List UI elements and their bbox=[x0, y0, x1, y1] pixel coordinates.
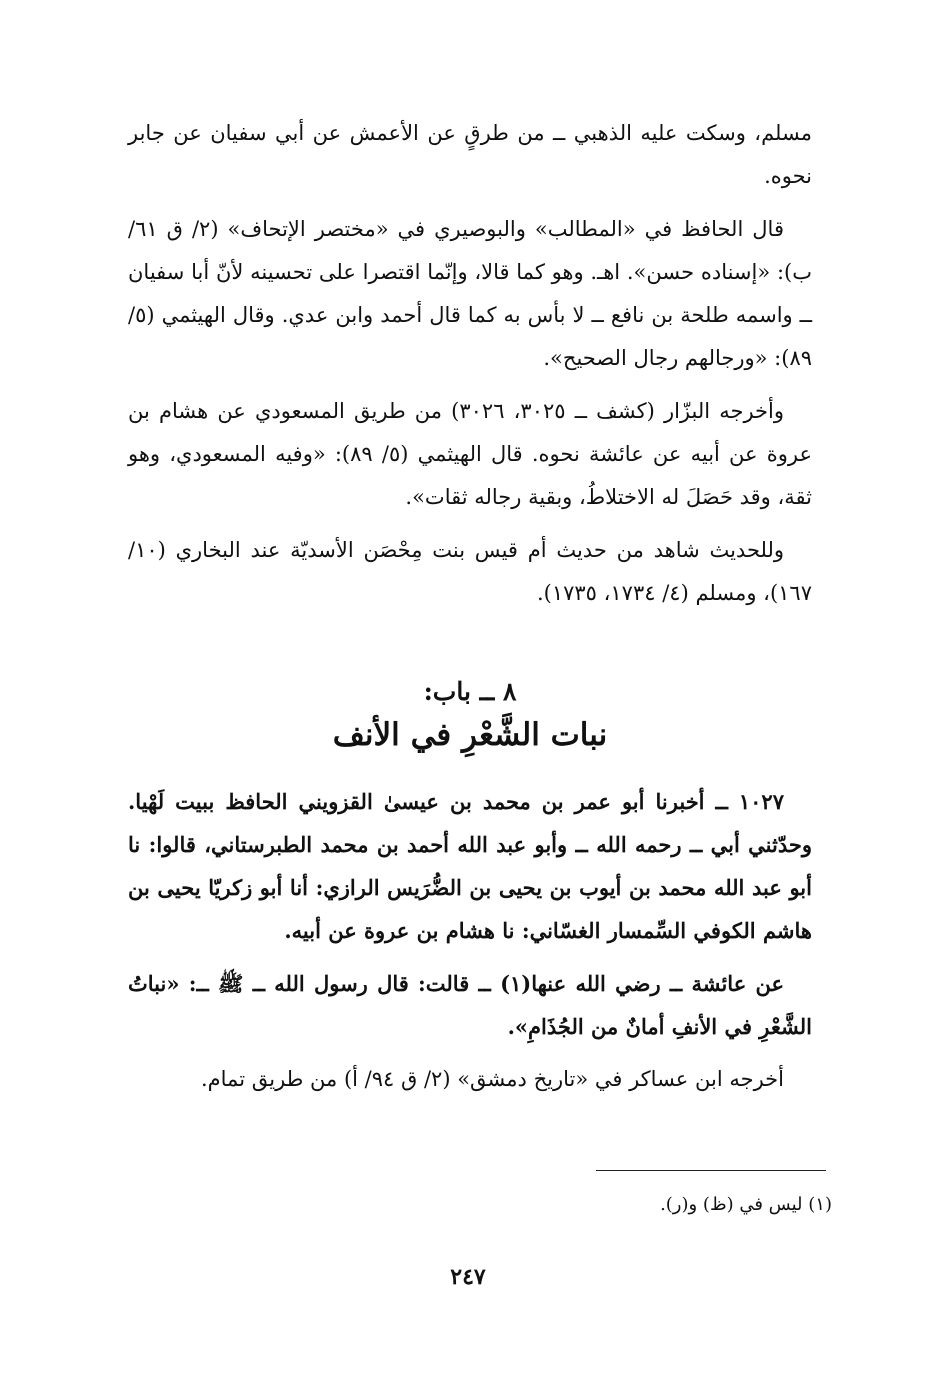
paragraph-hafiz-opinion: قال الحافظ في «المطالب» والبوصيري في «مختصر الإتحاف» (٢/ ق ٦١/ ب): «إسناده حسن». اهـ. وهو كما قالا، وإنّما اقتصرا على تحسينه لأنّ أبا سفيان ــ واسمه طلحة بن نافع ــ لا بأس به كما قال أحمد وابن عدي. وقال الهيثمي (٥/ ٨٩): «ورجالهم رجال الصحيح». bbox=[128, 217, 812, 370]
page-number: ٢٤٧ bbox=[450, 1264, 486, 1290]
footnote-divider bbox=[596, 1170, 826, 1171]
chapter-heading bbox=[128, 672, 812, 758]
paragraph-shahid: وللحديث شاهد من حديث أم قيس بنت مِحْصَن الأسديّة عند البخاري (١٠/ ١٦٧)، ومسلم (٤/ ١٧٣٤، ١٧٣٥). bbox=[128, 538, 812, 605]
intro-text-block bbox=[128, 112, 812, 625]
footnote: (١) ليس في (ظ) و(ر). bbox=[660, 1194, 832, 1215]
paragraph-bazzar: وأخرجه البزّار (كشف ــ ٣٠٢٥، ٣٠٢٦) من طريق المسعودي عن هشام بن عروة عن أبيه عن عائشة نحوه. قال الهيثمي (٥/ ٨٩): «وفيه المسعودي، وهو ثقة، وقد حَصَلَ له الاختلاطُ، وبقية رجاله ثقات». bbox=[128, 399, 812, 509]
hadith-block bbox=[128, 780, 812, 1111]
paragraph-continuation: مسلم، وسكت عليه الذهبي ــ من طرقٍ عن الأعمش عن أبي سفيان عن جابر نحوه. bbox=[128, 121, 812, 188]
chapter-title: نبات الشَّعْرِ في الأنف bbox=[332, 717, 608, 753]
hadith-takhrij: أخرجه ابن عساكر في «تاريخ دمشق» (٢/ ق ٩٤/ أ) من طريق تمام. bbox=[200, 1067, 784, 1091]
chapter-label: ٨ ــ باب: bbox=[423, 677, 517, 706]
hadith-isnad: ١٠٢٧ ــ أخبرنا أبو عمر بن محمد بن عيسىٰ القزويني الحافظ ببيت لَهْيا. وحدّثني أبي ــ رحمه الله ــ وأبو عبد الله أحمد بن محمد الطبرستاني، قالوا: نا أبو عبد الله محمد بن أيوب بن يحيى بن الضُّرَيس الرازي: أنا أبو زكريّا يحيى بن هاشم الكوفي السِّمسار الغسّاني: نا هشام بن عروة عن أبيه. bbox=[128, 789, 812, 943]
hadith-matn: عن عائشة ــ رضي الله عنها(١) ــ قالت: قال رسول الله ــ ﷺ ــ: «نباتُ الشَّعْرِ في الأنفِ أمانٌ من الجُذَامِ». bbox=[128, 971, 812, 1039]
